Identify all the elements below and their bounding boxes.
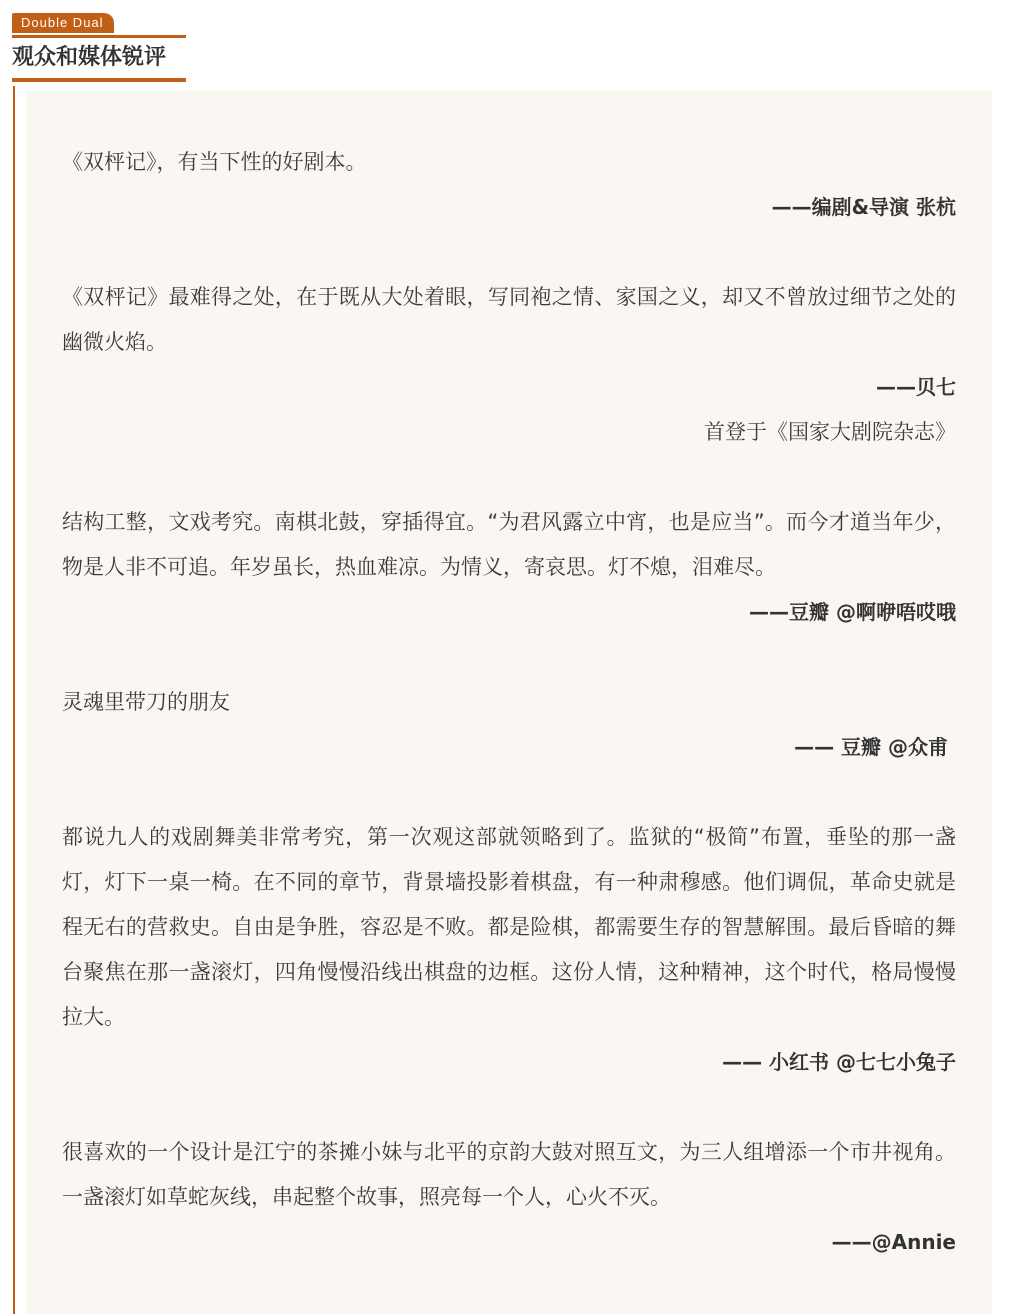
review-item bbox=[62, 500, 956, 635]
review-source: 首登于《国家大剧院杂志》 bbox=[704, 420, 956, 444]
review-text: 都说九人的戏剧舞美非常考究，第一次观这部就领略到了。监狱的“极简”布置，垂坠的那一盏灯，灯下一桌一椅。在不同的章节，背景墙投影着棋盘，有一种肃穆感。他们调侃，革命史就是程无右的营救史。自由是争胜，容忍是不败。都是险棋，都需要生存的智慧解围。最后昏暗的舞台聚焦在那一盏滚灯，四角慢慢沿线出棋盘的边框。这份人情，这种精神，这个时代，格局慢慢拉大。 bbox=[62, 825, 956, 1029]
review-author: ——@Annie bbox=[831, 1230, 956, 1254]
spacer bbox=[62, 455, 956, 500]
review-text: 结构工整，文戏考究。南棋北鼓，穿插得宜。“为君风露立中宵，也是应当”。而今才道当年少，物是人非不可追。年岁虽长，热血难凉。为情义，寄哀思。灯不熄，泪难尽。 bbox=[62, 510, 956, 579]
review-text: 《双枰记》，有当下性的好剧本。 bbox=[62, 150, 367, 174]
review-author: ——编剧&导演 张杭 bbox=[771, 195, 956, 219]
review-text: 《双枰记》最难得之处，在于既从大处着眼，写同袍之情、家国之义，却又不曾放过细节之处的幽微火焰。 bbox=[62, 285, 956, 354]
review-author: —— 豆瓣 @众甫 bbox=[794, 735, 948, 759]
review-author: ——贝七 bbox=[876, 375, 956, 399]
review-item bbox=[62, 1130, 956, 1265]
title-underline bbox=[12, 78, 186, 82]
spacer bbox=[62, 635, 956, 680]
spacer bbox=[62, 1085, 956, 1130]
review-item bbox=[62, 140, 956, 230]
reviews-list bbox=[62, 140, 956, 1265]
review-text: 很喜欢的一个设计是江宁的茶摊小妹与北平的京韵大鼓对照互文，为三人组增添一个市井视角。一盏滚灯如草蛇灰线，串起整个故事，照亮每一个人，心火不灭。 bbox=[62, 1140, 956, 1209]
section-title: 观众和媒体锐评 bbox=[12, 45, 167, 70]
review-author: —— 小红书 @七七小兔子 bbox=[722, 1050, 956, 1074]
review-author: ——豆瓣 @啊咿唔哎哦 bbox=[749, 600, 956, 624]
spacer bbox=[62, 770, 956, 815]
spacer bbox=[62, 230, 956, 275]
section-tag: Double Dual bbox=[12, 13, 114, 33]
review-item bbox=[62, 815, 956, 1085]
review-item bbox=[62, 680, 956, 770]
review-item bbox=[62, 275, 956, 455]
left-accent-line bbox=[13, 86, 15, 1314]
review-text: 灵魂里带刀的朋友 bbox=[62, 690, 230, 714]
section-header bbox=[12, 12, 186, 82]
